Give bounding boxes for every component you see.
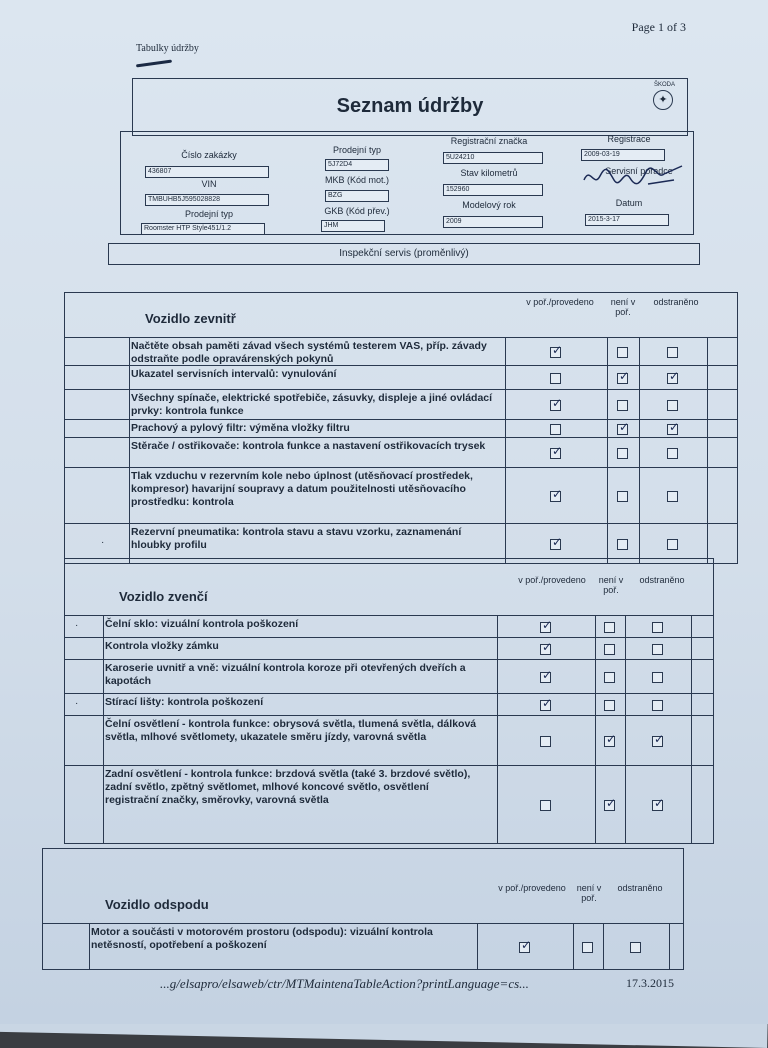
checklist-section	[64, 292, 738, 564]
check-mark-icon: ✓	[552, 535, 563, 549]
column-header-done: v poř./provedeno	[518, 575, 586, 585]
column-header-not-ok: není v poř.	[610, 297, 636, 317]
checkbox-removed[interactable]	[667, 347, 678, 358]
checklist-section	[42, 848, 684, 970]
info-label: Registrační značka	[450, 136, 528, 146]
checkbox-done[interactable]	[540, 640, 553, 655]
check-mark-icon: ✓	[542, 696, 553, 710]
info-value: Roomster HTP Style451/1.2	[141, 223, 265, 235]
info-label: Datum	[615, 198, 643, 208]
checkbox-done[interactable]	[519, 938, 532, 953]
checkbox-done[interactable]	[540, 736, 551, 747]
info-value: TMBUHB5J595028828	[145, 194, 269, 206]
brand-name: ŠKODA	[653, 82, 675, 88]
footer-url: ...g/elsapro/elsaweb/ctr/MTMaintenaTableAction?printLanguage=cs...	[160, 976, 529, 991]
checkbox-removed[interactable]	[667, 400, 678, 411]
checkbox-not-ok[interactable]	[617, 420, 630, 435]
title-box	[132, 78, 688, 136]
info-value: 2009-03-19	[581, 149, 665, 161]
checkbox-removed[interactable]	[667, 420, 680, 435]
column-header-not-ok: není v poř.	[598, 575, 624, 595]
checklist-row	[65, 615, 713, 638]
checklist-item-text: Rezervní pneumatika: kontrola stavu a stavu vzorku, zaznamenání hloubky profilu	[131, 526, 462, 551]
info-label: MKB (Kód mot.)	[324, 175, 389, 185]
checklist-item-text: Načtěte obsah paměti závad všech systémů testerem VAS, příp. závady odstraňte podle opravárenských pokynů	[131, 340, 487, 365]
checkbox-removed[interactable]	[652, 622, 663, 633]
checklist-item-text: Stírací lišty: kontrola poškození	[105, 696, 264, 708]
check-mark-icon: ✓	[542, 618, 553, 632]
info-value: 5U24210	[443, 152, 543, 164]
checkbox-not-ok[interactable]	[604, 622, 615, 633]
checkbox-not-ok[interactable]	[617, 347, 628, 358]
check-mark-icon: ✓	[542, 640, 553, 654]
checklist-row	[65, 637, 713, 660]
checkbox-not-ok[interactable]	[604, 732, 617, 747]
check-mark-icon: ✓	[619, 420, 630, 434]
check-mark-icon: ✓	[552, 444, 563, 458]
checklist-item-text: Tlak vzduchu v rezervním kole nebo úplnost (utěsňovací prostředek, kompresor) havarijní soupravy a datum použitelnosti utěsňovacího prostředku: kontrola	[131, 470, 473, 508]
checklist-item-text: Karoserie uvnitř a vně: vizuální kontrola koroze při otevřených dveřích a kapotách	[105, 662, 466, 687]
skoda-logo-icon: ✦	[653, 90, 673, 110]
checkbox-done[interactable]	[550, 444, 563, 459]
handwritten-signature	[578, 160, 688, 190]
info-label: Prodejní typ	[332, 145, 382, 155]
check-mark-icon: ✓	[654, 796, 665, 810]
check-mark-icon: ✓	[552, 487, 563, 501]
checkbox-removed[interactable]	[667, 491, 678, 502]
info-value: 2009	[443, 216, 543, 228]
checkbox-done[interactable]	[550, 343, 563, 358]
tab-label: Tabulky údržby	[136, 43, 199, 54]
column-header-removed: odstraněno	[639, 575, 685, 585]
checkbox-removed[interactable]	[652, 796, 665, 811]
checklist-row	[65, 715, 713, 766]
checkbox-removed[interactable]	[652, 732, 665, 747]
section-title: Vozidlo zevnitř	[145, 311, 236, 326]
checklist-item-text: Stěrače / ostřikovače: kontrola funkce a nastavení ostřikovacích trysek	[131, 440, 486, 452]
checklist-section	[64, 558, 714, 844]
checklist-row	[65, 437, 737, 468]
checkbox-done[interactable]	[550, 373, 561, 384]
info-value: 5J72D4	[325, 159, 389, 171]
checkbox-removed[interactable]	[630, 942, 641, 953]
checkbox-removed[interactable]	[652, 700, 663, 711]
check-mark-icon: ✓	[669, 420, 680, 434]
checkbox-not-ok[interactable]	[604, 796, 617, 811]
checklist-item-text: Čelní sklo: vizuální kontrola poškození	[105, 618, 299, 630]
checkbox-not-ok[interactable]	[617, 369, 630, 384]
checklist-item-text: Motor a součásti v motorovém prostoru (odspodu): vizuální kontrola netěsností, opotřebení a poškození	[91, 926, 433, 951]
checklist-row	[65, 765, 713, 844]
checkbox-not-ok[interactable]	[582, 942, 593, 953]
checklist-row	[65, 419, 737, 438]
checkbox-not-ok[interactable]	[604, 700, 615, 711]
info-label: Stav kilometrů	[460, 168, 518, 178]
checkbox-not-ok[interactable]	[617, 539, 628, 550]
checklist-row	[65, 365, 737, 390]
info-label: VIN	[201, 179, 217, 189]
row-marker: ·	[75, 698, 79, 709]
info-value: 152960	[443, 184, 543, 196]
row-marker: ·	[75, 620, 79, 631]
checkbox-done[interactable]	[540, 800, 551, 811]
check-mark-icon: ✓	[654, 732, 665, 746]
row-marker: ·	[101, 537, 105, 548]
check-mark-icon: ✓	[619, 369, 630, 383]
checkbox-removed[interactable]	[667, 369, 680, 384]
check-mark-icon: ✓	[606, 796, 617, 810]
checklist-row	[65, 693, 713, 716]
checkbox-not-ok[interactable]	[617, 448, 628, 459]
pen-stroke	[136, 60, 172, 68]
checkbox-done[interactable]	[540, 696, 553, 711]
check-mark-icon: ✓	[542, 668, 553, 682]
info-value: 2015-3-17	[585, 214, 669, 226]
page-number: Page 1 of 3	[631, 20, 686, 34]
checklist-row	[65, 467, 737, 524]
column-header-done: v poř./provedeno	[498, 883, 566, 893]
checklist-item-text: Prachový a pylový filtr: výměna vložky filtru	[131, 422, 350, 434]
checkbox-done[interactable]	[550, 424, 561, 435]
info-label: GKB (Kód přev.)	[324, 206, 390, 216]
checkbox-done[interactable]	[540, 668, 553, 683]
checkbox-not-ok[interactable]	[604, 672, 615, 683]
checkbox-removed[interactable]	[667, 539, 678, 550]
info-value: JHM	[321, 220, 385, 232]
checklist-item-text: Všechny spínače, elektrické spotřebiče, zásuvky, displeje a jiné ovládací prvky: kontrola funkce	[131, 392, 493, 417]
column-header-removed: odstraněno	[653, 297, 699, 307]
checkbox-done[interactable]	[550, 487, 563, 502]
info-label: Modelový rok	[462, 200, 516, 210]
info-label: Registrace	[607, 134, 651, 144]
checkbox-not-ok[interactable]	[604, 644, 615, 655]
info-label: Číslo zakázky	[181, 150, 237, 160]
document-title: Seznam údržby	[336, 95, 484, 117]
checklist-row	[65, 389, 737, 420]
checkbox-done[interactable]	[550, 535, 563, 550]
check-mark-icon: ✓	[521, 938, 532, 952]
checkbox-not-ok[interactable]	[617, 400, 628, 411]
service-type: Inspekční servis (proměnlivý)	[108, 243, 700, 265]
checkbox-removed[interactable]	[652, 644, 663, 655]
checklist-item-text: Čelní osvětlení - kontrola funkce: obrysová světla, tlumená světla, dálková světla, mlhové světlomety, ukazatele směru jízdy, varovná světla	[105, 718, 477, 743]
checklist-item-text: Zadní osvětlení - kontrola funkce: brzdová světla (také 3. brzdové světlo), zadní světlo, zpětný světlomet, mlhové koncové světlo, osvětlení registrační značky, směrovky, varovná světla	[105, 768, 471, 806]
checkbox-done[interactable]	[550, 396, 563, 411]
checkbox-not-ok[interactable]	[617, 491, 628, 502]
checklist-item-text: Kontrola vložky zámku	[105, 640, 219, 652]
info-label: Servisní poradce	[605, 166, 673, 176]
info-value: 436807	[145, 166, 269, 178]
checklist-item-text: Ukazatel servisních intervalů: vynulování	[131, 368, 337, 380]
check-mark-icon: ✓	[606, 732, 617, 746]
checkbox-done[interactable]	[540, 618, 553, 633]
column-header-removed: odstraněno	[617, 883, 663, 893]
check-mark-icon: ✓	[552, 343, 563, 357]
checkbox-removed[interactable]	[652, 672, 663, 683]
footer-date: 17.3.2015	[626, 976, 674, 990]
column-header-done: v poř./provedeno	[526, 297, 594, 307]
info-value: BZG	[325, 190, 389, 202]
info-label: Prodejní typ	[184, 209, 234, 219]
section-title: Vozidlo odspodu	[105, 897, 209, 912]
checklist-row	[65, 337, 737, 366]
section-title: Vozidlo zvenčí	[119, 589, 208, 604]
checklist-row	[65, 659, 713, 694]
check-mark-icon: ✓	[669, 369, 680, 383]
check-mark-icon: ✓	[552, 396, 563, 410]
column-header-not-ok: není v poř.	[576, 883, 602, 903]
checkbox-removed[interactable]	[667, 448, 678, 459]
checklist-row	[43, 923, 683, 970]
